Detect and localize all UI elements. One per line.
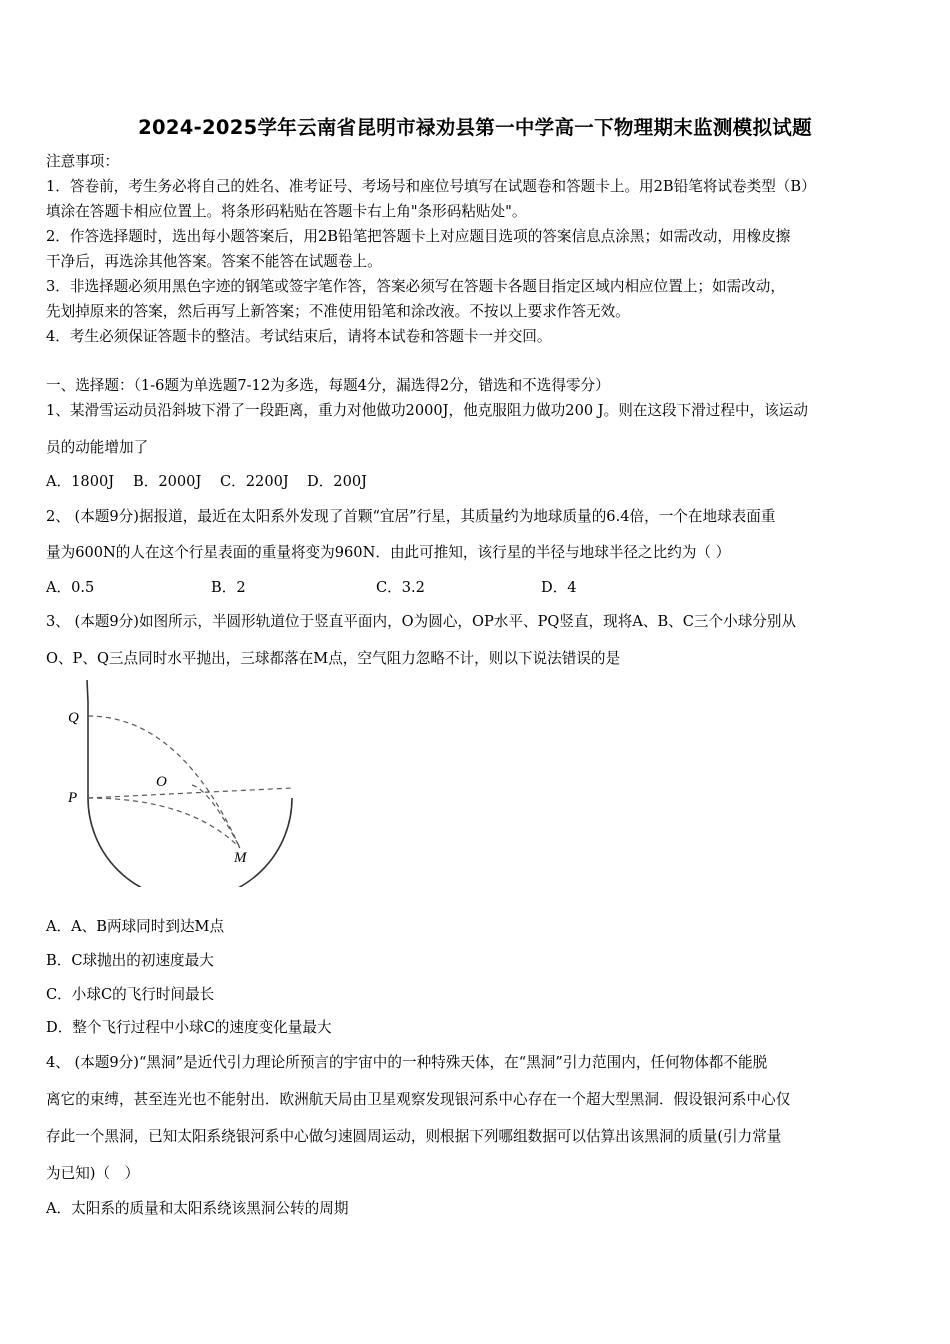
notice-line: 4．考生必须保证答题卡的整洁。考试结束后，请将本试卷和答题卡一并交回。 [46, 328, 552, 345]
notice-line: 先划掉原来的答案，然后再写上新答案；不准使用铅笔和涂改液。不按以上要求作答无效。 [46, 303, 630, 320]
option-b: B．2 [211, 579, 246, 596]
option-b: B．2000J [133, 473, 202, 490]
trajectory-from-o [192, 785, 240, 848]
option-d: D．4 [541, 579, 577, 596]
question-4-option-a: A．太阳系的质量和太阳系绕该黑洞公转的周期 [46, 1200, 349, 1217]
question-4-stem: 4、 (本题9分)“黑洞”是近代引力理论所预言的宇宙中的一种特殊天体，在“黑洞”引力范围内，任何物体都不能脱 [46, 1054, 768, 1071]
label-o: O [156, 774, 167, 790]
question-4-stem: 存此一个黑洞，已知太阳系绕银河系中心做匀速圆周运动，则根据下列哪组数据可以估算出该黑洞的质量(引力常量 [46, 1128, 782, 1145]
question-4-stem: 离它的束缚，甚至连光也不能射出．欧洲航天局由卫星观察发现银河系中心存在一个超大型黑洞．假设银河系中心仅 [46, 1091, 791, 1108]
notice-line: 1．答卷前，考生务必将自己的姓名、准考证号、考场号和座位号填写在试题卷和答题卡上。用2B铅笔将试卷类型（B） [46, 178, 816, 195]
notice-line: 2．作答选择题时，选出每小题答案后，用2B铅笔把答题卡上对应题目选项的答案信息点涂黑；如需改动，用橡皮擦 [46, 228, 791, 245]
option-c: C．3.2 [376, 579, 425, 596]
question-2-options [46, 578, 577, 598]
notice-line: 干净后，再选涂其他答案。答案不能答在试题卷上。 [46, 253, 382, 270]
question-1-stem: 1、某滑雪运动员沿斜坡下滑了一段距离，重力对他做功2000J，他克服阻力做功200 J。则在这段下滑过程中，该运动 [46, 402, 808, 419]
question-1-stem: 员的动能增加了 [46, 439, 149, 456]
question-4-stem: 为已知)（ ） [46, 1165, 140, 1182]
label-p: P [68, 790, 78, 806]
page-title: 2024-2025学年云南省昆明市禄劝县第一中学高一下物理期末监测模拟试题 [138, 116, 812, 139]
question-2-stem: 量为600N的人在这个行星表面的重量将变为960N．由此可推知，该行星的半径与地球半径之比约为（ ） [46, 544, 731, 561]
question-3-option-b: B．C球抛出的初速度最大 [46, 952, 214, 969]
question-2-stem: 2、 (本题9分)据报道，最近在太阳系外发现了首颗“宜居”行星，其质量约为地球质量的6.4倍，一个在地球表面重 [46, 508, 776, 525]
option-c: C．2200J [220, 473, 289, 490]
question-3-stem: O、P、Q三点同时水平抛出，三球都落在M点，空气阻力忽略不计，则以下说法错误的是 [46, 650, 621, 667]
option-d: D．200J [307, 473, 367, 490]
question-3-option-a: A．A、B两球同时到达M点 [46, 918, 225, 935]
notice-heading: 注意事项： [46, 153, 119, 170]
question-1-options [46, 472, 367, 492]
vertical-track-line [87, 680, 88, 798]
option-a: A．0.5 [46, 579, 95, 596]
notice-line: 填涂在答题卡相应位置上。将条形码粘贴在答题卡右上角"条形码粘贴处"。 [46, 203, 527, 220]
label-m: M [234, 850, 247, 866]
semicircle-track-diagram [60, 672, 300, 887]
semicircle-track [88, 798, 292, 887]
notice-line: 3．非选择题必须用黑色字迹的钢笔或签字笔作答，答案必须写在答题卡各题目指定区域内相应位置上；如需改动， [46, 278, 785, 295]
question-3-stem: 3、 (本题9分)如图所示，半圆形轨道位于竖直平面内，O为圆心，OP水平、PQ竖直，现将A、B、C三个小球分别从 [46, 613, 797, 630]
question-3-option-c: C．小球C的飞行时间最长 [46, 986, 215, 1003]
section-heading: 一、选择题：（1-6题为单选题7-12为多选，每题4分，漏选得2分，错选和不选得零分） [46, 377, 610, 394]
question-3-option-d: D．整个飞行过程中小球C的速度变化量最大 [46, 1019, 332, 1036]
option-a: A．1800J [46, 473, 115, 490]
diameter-dashed-line [88, 788, 292, 798]
label-q: Q [68, 710, 79, 726]
